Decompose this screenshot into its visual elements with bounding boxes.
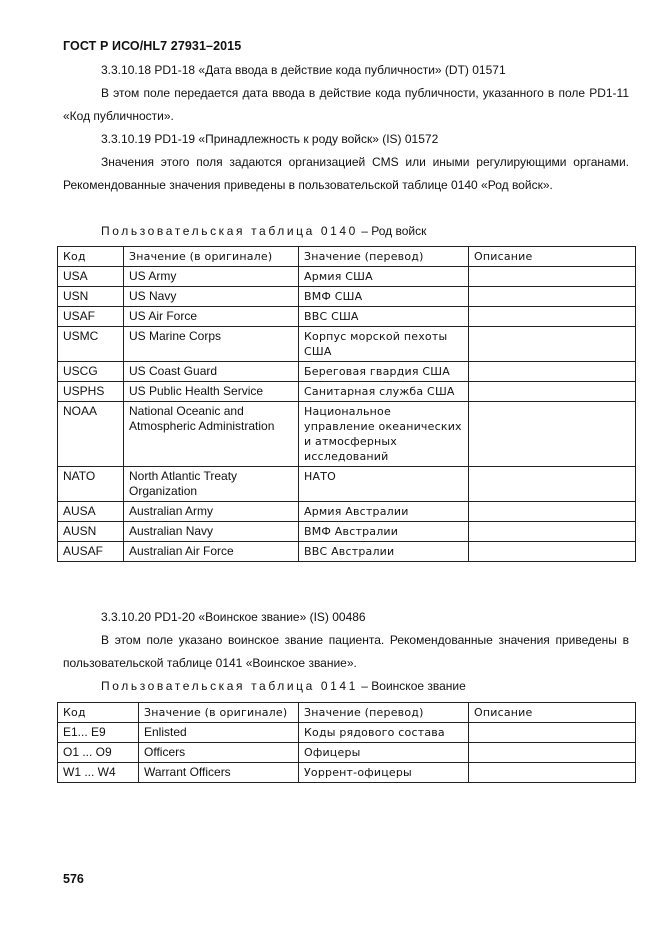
cell-original: Warrant Officers — [139, 763, 299, 783]
table-header-row — [58, 247, 636, 267]
cell-original: Australian Navy — [124, 522, 299, 542]
table-row — [58, 402, 636, 467]
cell-code: E1... E9 — [58, 723, 139, 743]
section-18-text: В этом поле передается дата ввода в действие кода публичности, указанного в поле PD1-11 «Код публичности». — [63, 86, 629, 123]
section-20-heading: 3.3.10.20 PD1-20 «Воинское звание» (IS) 00486 — [101, 610, 366, 624]
cell-description — [469, 307, 636, 327]
section-18-heading: 3.3.10.18 PD1-18 «Дата ввода в действие кода публичности» (DT) 01571 — [101, 63, 506, 77]
col-header-translation: Значение (перевод) — [299, 703, 469, 723]
cell-description — [469, 542, 636, 562]
cell-translation: Национальное управление океанических и атмосферных исследований — [299, 402, 469, 467]
cell-original: Enlisted — [139, 723, 299, 743]
cell-translation: Береговая гвардия США — [299, 362, 469, 382]
cell-original: Australian Air Force — [124, 542, 299, 562]
cell-code: USPHS — [58, 382, 124, 402]
cell-code: AUSAF — [58, 542, 124, 562]
col-header-description: Описание — [469, 703, 636, 723]
cell-description — [469, 362, 636, 382]
cell-code: NATO — [58, 467, 124, 502]
table-row — [58, 307, 636, 327]
table-row — [58, 467, 636, 502]
table-0141-caption-title: – Воинское звание — [357, 679, 466, 693]
cell-description — [469, 743, 636, 763]
table-header-row — [58, 703, 636, 723]
cell-translation: Корпус морской пехоты США — [299, 327, 469, 362]
cell-code: AUSA — [58, 502, 124, 522]
cell-original: Officers — [139, 743, 299, 763]
cell-description — [469, 402, 636, 467]
cell-translation: Уоррент-офицеры — [299, 763, 469, 783]
cell-description — [469, 502, 636, 522]
col-header-description: Описание — [469, 247, 636, 267]
cell-translation: ВВС Австралии — [299, 542, 469, 562]
table-0140-caption — [101, 224, 426, 238]
table-0141-caption — [101, 679, 466, 693]
cell-translation: ВМФ США — [299, 287, 469, 307]
section-19-text: Значения этого поля задаются организацией CMS или иными регулирующими органами. Рекомендованные значения приведены в пользовательской таблице 0140 «Род войск». — [63, 155, 629, 192]
cell-translation: Армия Австралии — [299, 502, 469, 522]
section-20-text: В этом поле указано воинское звание пациента. Рекомендованные значения приведены в пользовательской таблице 0141 «Воинское звание». — [63, 633, 629, 670]
cell-original: US Air Force — [124, 307, 299, 327]
cell-original: US Marine Corps — [124, 327, 299, 362]
table-row — [58, 522, 636, 542]
cell-translation: Коды рядового состава — [299, 723, 469, 743]
cell-code: W1 ... W4 — [58, 763, 139, 783]
table-0140-caption-title: – Род войск — [357, 224, 427, 238]
table-row — [58, 287, 636, 307]
cell-translation: Армия США — [299, 267, 469, 287]
cell-original: Australian Army — [124, 502, 299, 522]
table-0140 — [57, 246, 636, 562]
cell-code: USCG — [58, 362, 124, 382]
table-0141-caption-prefix: Пользовательская таблица 0141 — [101, 679, 358, 693]
cell-description — [469, 382, 636, 402]
cell-description — [469, 327, 636, 362]
cell-description — [469, 267, 636, 287]
cell-translation: Офицеры — [299, 743, 469, 763]
cell-translation: НАТО — [299, 467, 469, 502]
page-number: 576 — [63, 872, 84, 886]
section-19-heading: 3.3.10.19 PD1-19 «Принадлежность к роду войск» (IS) 01572 — [101, 132, 439, 146]
table-row — [58, 502, 636, 522]
cell-code: O1 ... O9 — [58, 743, 139, 763]
cell-original: US Coast Guard — [124, 362, 299, 382]
cell-description — [469, 287, 636, 307]
cell-code: NOAA — [58, 402, 124, 467]
cell-original: US Navy — [124, 287, 299, 307]
table-row — [58, 763, 636, 783]
table-row — [58, 723, 636, 743]
table-0141 — [57, 702, 636, 783]
cell-original: US Public Health Service — [124, 382, 299, 402]
cell-code: USAF — [58, 307, 124, 327]
cell-code: AUSN — [58, 522, 124, 542]
cell-code: USN — [58, 287, 124, 307]
cell-translation: Санитарная служба США — [299, 382, 469, 402]
document-header: ГОСТ Р ИСО/HL7 27931–2015 — [63, 39, 242, 53]
cell-code: USMC — [58, 327, 124, 362]
cell-description — [469, 723, 636, 743]
cell-original: National Oceanic and Atmospheric Administration — [124, 402, 299, 467]
cell-code: USA — [58, 267, 124, 287]
cell-description — [469, 522, 636, 542]
cell-original: North Atlantic Treaty Organization — [124, 467, 299, 502]
table-row — [58, 267, 636, 287]
table-row — [58, 542, 636, 562]
cell-original: US Army — [124, 267, 299, 287]
col-header-original: Значение (в оригинале) — [139, 703, 299, 723]
cell-translation: ВВС США — [299, 307, 469, 327]
cell-description — [469, 467, 636, 502]
col-header-original: Значение (в оригинале) — [124, 247, 299, 267]
table-row — [58, 382, 636, 402]
table-row — [58, 362, 636, 382]
col-header-code: Код — [58, 703, 139, 723]
table-row — [58, 327, 636, 362]
table-0140-caption-prefix: Пользовательская таблица 0140 — [101, 224, 358, 238]
col-header-code: Код — [58, 247, 124, 267]
cell-translation: ВМФ Австралии — [299, 522, 469, 542]
col-header-translation: Значение (перевод) — [299, 247, 469, 267]
table-row — [58, 743, 636, 763]
cell-description — [469, 763, 636, 783]
